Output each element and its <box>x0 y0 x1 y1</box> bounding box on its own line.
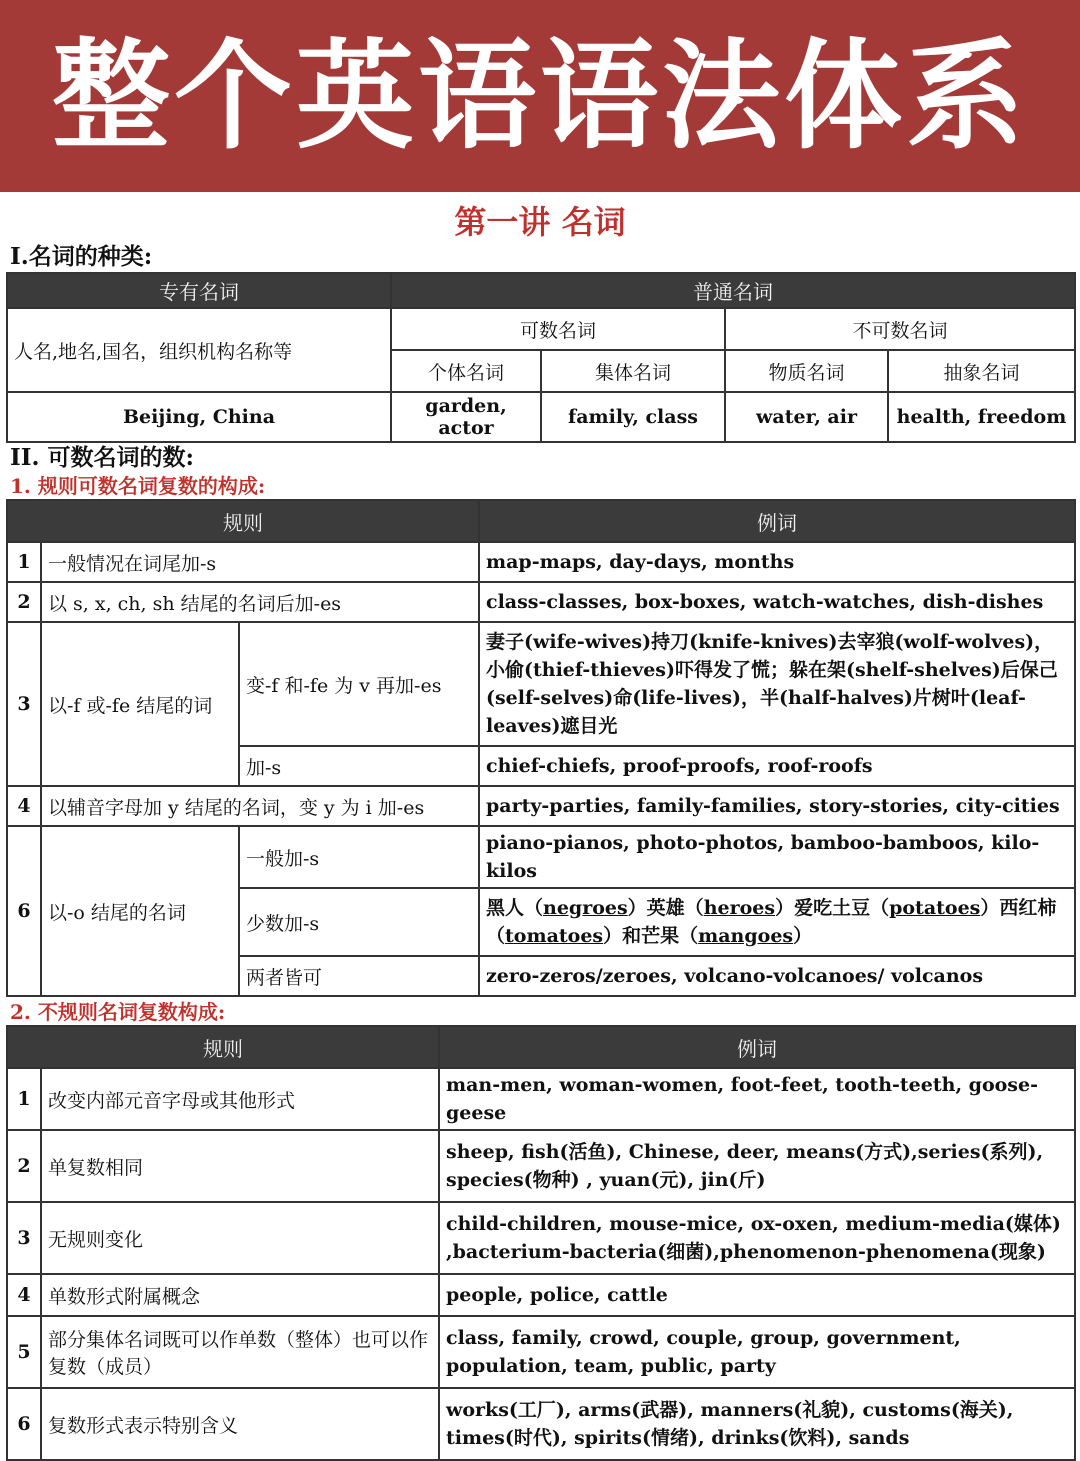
title-banner <box>0 0 1080 192</box>
rule-text: 单复数相同 <box>41 1130 439 1202</box>
row-number: 6 <box>7 826 41 996</box>
collective-label: 集体名词 <box>541 350 725 392</box>
example-text: child-children, mouse-mice, ox-oxen, medium-media(媒体) ,bacterium-bacteria(细菌),phenomenon-phenomena(现象) <box>439 1202 1075 1274</box>
row-number: 1 <box>7 1068 41 1130</box>
rule-text: 以 s, x, ch, sh 结尾的名词后加-es <box>41 582 479 622</box>
example-proper: Beijing, China <box>7 392 391 442</box>
example-text: 妻子(wife-wives)持刀(knife-knives)去宰狼(wolf-wolves)，小偷(thief-thieves)吓得发了慌；躲在架(shelf-shelves)后保己(self-selves)命(life-lives)，半(half-halves)片树叶(leaf-leaves)遮目光 <box>479 622 1075 746</box>
row-number: 1 <box>7 542 41 582</box>
row-number: 4 <box>7 1274 41 1316</box>
rule-text: 以辅音字母加 y 结尾的名词，变 y 为 i 加-es <box>41 786 479 826</box>
col-example: 例词 <box>439 1026 1075 1068</box>
col-rule: 规则 <box>7 1026 439 1068</box>
rule-text: 无规则变化 <box>41 1202 439 1274</box>
example-text: party-parties, family-families, story-stories, city-cities <box>479 786 1075 826</box>
regular-plural-table <box>6 499 1076 997</box>
underlined-word: heroes <box>703 897 776 919</box>
example-text: chief-chiefs, proof-proofs, roof-roofs <box>479 746 1075 786</box>
rule-text: 部分集体名词既可以作单数（整体）也可以作复数（成员） <box>41 1316 439 1388</box>
row-number: 3 <box>7 1202 41 1274</box>
example-material: water, air <box>725 392 888 442</box>
example-text: 黑人（negroes）英雄（heroes）爱吃土豆（potatoes）西红柿（tomatoes）和芒果（mangoes） <box>479 888 1075 956</box>
example-collective: family, class <box>541 392 725 442</box>
row-number: 2 <box>7 582 41 622</box>
rule-text: 以-f 或-fe 结尾的词 <box>41 622 239 786</box>
regular-plural-heading: 1. 规则可数名词复数的构成: <box>10 474 266 498</box>
proper-desc: 人名,地名,国名，组织机构名称等 <box>7 308 391 392</box>
example-text: class, family, crowd, couple, group, government, population, team, public, party <box>439 1316 1075 1388</box>
underlined-word: tomatoes <box>505 925 604 947</box>
rule-text: 改变内部元音字母或其他形式 <box>41 1068 439 1130</box>
rule-text: 复数形式表示特别含义 <box>41 1388 439 1460</box>
example-text: people, police, cattle <box>439 1274 1075 1316</box>
uncountable-label: 不可数名词 <box>725 308 1075 350</box>
header-common: 普通名词 <box>391 273 1075 308</box>
row-number: 2 <box>7 1130 41 1202</box>
lecture-heading: 第一讲 名词 <box>454 203 626 241</box>
section1-heading: I.名词的种类: <box>10 243 153 270</box>
underlined-word: mangoes <box>698 925 794 947</box>
sub-rule-text: 一般加-s <box>239 826 479 888</box>
example-text: works(工厂), arms(武器), manners(礼貌), customs(海关), times(时代), spirits(情绪), drinks(饮料), sands <box>439 1388 1075 1460</box>
example-individual: garden, actor <box>391 392 541 442</box>
rule-text: 一般情况在词尾加-s <box>41 542 479 582</box>
underlined-word: negroes <box>543 897 628 919</box>
example-abstract: health, freedom <box>888 392 1075 442</box>
row-number: 6 <box>7 1388 41 1460</box>
abstract-label: 抽象名词 <box>888 350 1075 392</box>
example-text: class-classes, box-boxes, watch-watches, dish-dishes <box>479 582 1075 622</box>
material-label: 物质名词 <box>725 350 888 392</box>
section2-heading: II. 可数名词的数: <box>10 444 195 471</box>
sub-rule-text: 加-s <box>239 746 479 786</box>
row-number: 3 <box>7 622 41 786</box>
example-text: map-maps, day-days, months <box>479 542 1075 582</box>
sub-rule-text: 少数加-s <box>239 888 479 956</box>
irregular-plural-heading: 2. 不规则名词复数构成: <box>10 1000 226 1024</box>
noun-types-table <box>6 272 1076 443</box>
header-proper: 专有名词 <box>7 273 391 308</box>
sub-rule-text: 变-f 和-fe 为 v 再加-es <box>239 622 479 746</box>
individual-label: 个体名词 <box>391 350 541 392</box>
rule-text: 以-o 结尾的名词 <box>41 826 239 996</box>
example-text: sheep, fish(活鱼), Chinese, deer, means(方式),series(系列), species(物种) , yuan(元), jin(斤) <box>439 1130 1075 1202</box>
col-example: 例词 <box>479 500 1075 542</box>
col-rule: 规则 <box>7 500 479 542</box>
example-text: piano-pianos, photo-photos, bamboo-bamboos, kilo-kilos <box>479 826 1075 888</box>
irregular-plural-table <box>6 1025 1076 1461</box>
row-number: 4 <box>7 786 41 826</box>
example-text: man-men, woman-women, foot-feet, tooth-teeth, goose-geese <box>439 1068 1075 1130</box>
row-number: 5 <box>7 1316 41 1388</box>
countable-label: 可数名词 <box>391 308 725 350</box>
underlined-word: potatoes <box>889 897 981 919</box>
sub-rule-text: 两者皆可 <box>239 956 479 996</box>
example-text: zero-zeros/zeroes, volcano-volcanoes/ volcanos <box>479 956 1075 996</box>
page-title: 整个英语语法体系 <box>51 27 1028 165</box>
rule-text: 单数形式附属概念 <box>41 1274 439 1316</box>
